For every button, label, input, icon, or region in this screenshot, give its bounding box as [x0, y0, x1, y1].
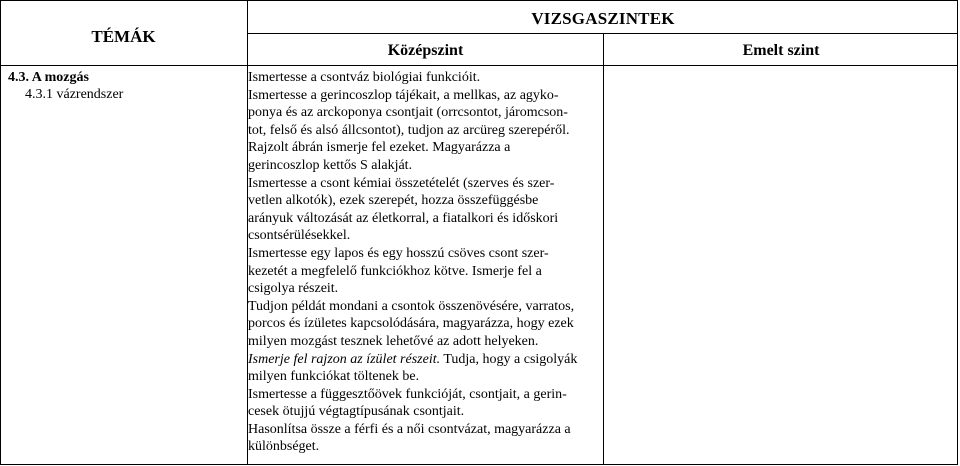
text-line: Ismertesse a függesztőövek funkcióját, csontjait, a gerin-	[248, 386, 567, 402]
text-line: vetlen alkotók), ezek szerepét, hozza összefüggésbe	[248, 193, 539, 209]
topic-subtitle: 4.3.1 vázrendszer	[25, 87, 124, 102]
header-temak: TÉMÁK	[91, 27, 156, 46]
text-line: gerincoszlop kettős S alakját.	[248, 157, 413, 173]
text-line: Rajzolt ábrán ismerje fel ezeket. Magyarázza a	[248, 140, 511, 156]
text-line-mixed	[248, 351, 600, 369]
text-line: Ismertesse a gerincoszlop tájékait, a mellkas, az agyko-	[248, 87, 559, 103]
text-line: kezetét a megfelelő funkciókhoz kötve. Ismerje fel a	[248, 263, 542, 279]
text-line: különbséget.	[248, 439, 320, 455]
text-line: ponya és az arckoponya csontjait (orrcsontot, járomcson-	[248, 105, 568, 121]
column-divider	[603, 34, 604, 465]
normal-text: Tudja, hogy a csigolyák	[440, 351, 578, 367]
header-vizsgaszintek: VIZSGASZINTEK	[531, 9, 675, 28]
header-kozepszint: Középszint	[387, 42, 464, 59]
text-line: arányuk változását az életkorral, a fiatalkori és időskori	[248, 210, 559, 226]
header-bottom-divider	[0, 65, 958, 66]
text-line: tot, felső és alsó állcsontot), tudjon az arcüreg szerepéről.	[248, 122, 570, 138]
text-line: csigolya részeit.	[248, 281, 339, 297]
text-line: Tudjon példát mondani a csontok összenövésére, varratos,	[248, 298, 575, 314]
text-line: Ismertesse a csont kémiai összetételét (szerves és szer-	[248, 175, 555, 191]
text-line: Hasonlítsa össze a férfi és a női csontvázat, magyarázza a	[248, 421, 571, 437]
topic-title: 4.3. A mozgás	[8, 70, 89, 85]
text-line: cesek ötujjú végtagtípusának csontjait.	[248, 404, 465, 420]
text-line: porcos és ízületes kapcsolódására, magyarázza, hogy ezek	[248, 316, 574, 332]
text-line: Ismertesse egy lapos és egy hosszú csöves csont szer-	[248, 245, 549, 261]
text-line: milyen mozgást tesznek lehetővé az adott helyeken.	[248, 333, 539, 349]
italic-text: Ismerje fel rajzon az ízület részeit.	[248, 351, 441, 367]
text-line: Ismertesse a csontváz biológiai funkcióit.	[248, 70, 481, 85]
header-divider	[247, 33, 958, 34]
header-emelt-szint: Emelt szint	[742, 42, 820, 59]
text-line: milyen funkciókat töltenek be.	[248, 369, 420, 385]
text-line: csontsérülésekkel.	[248, 228, 351, 244]
topic-cell	[8, 69, 123, 103]
kozepszint-requirements	[248, 69, 600, 456]
